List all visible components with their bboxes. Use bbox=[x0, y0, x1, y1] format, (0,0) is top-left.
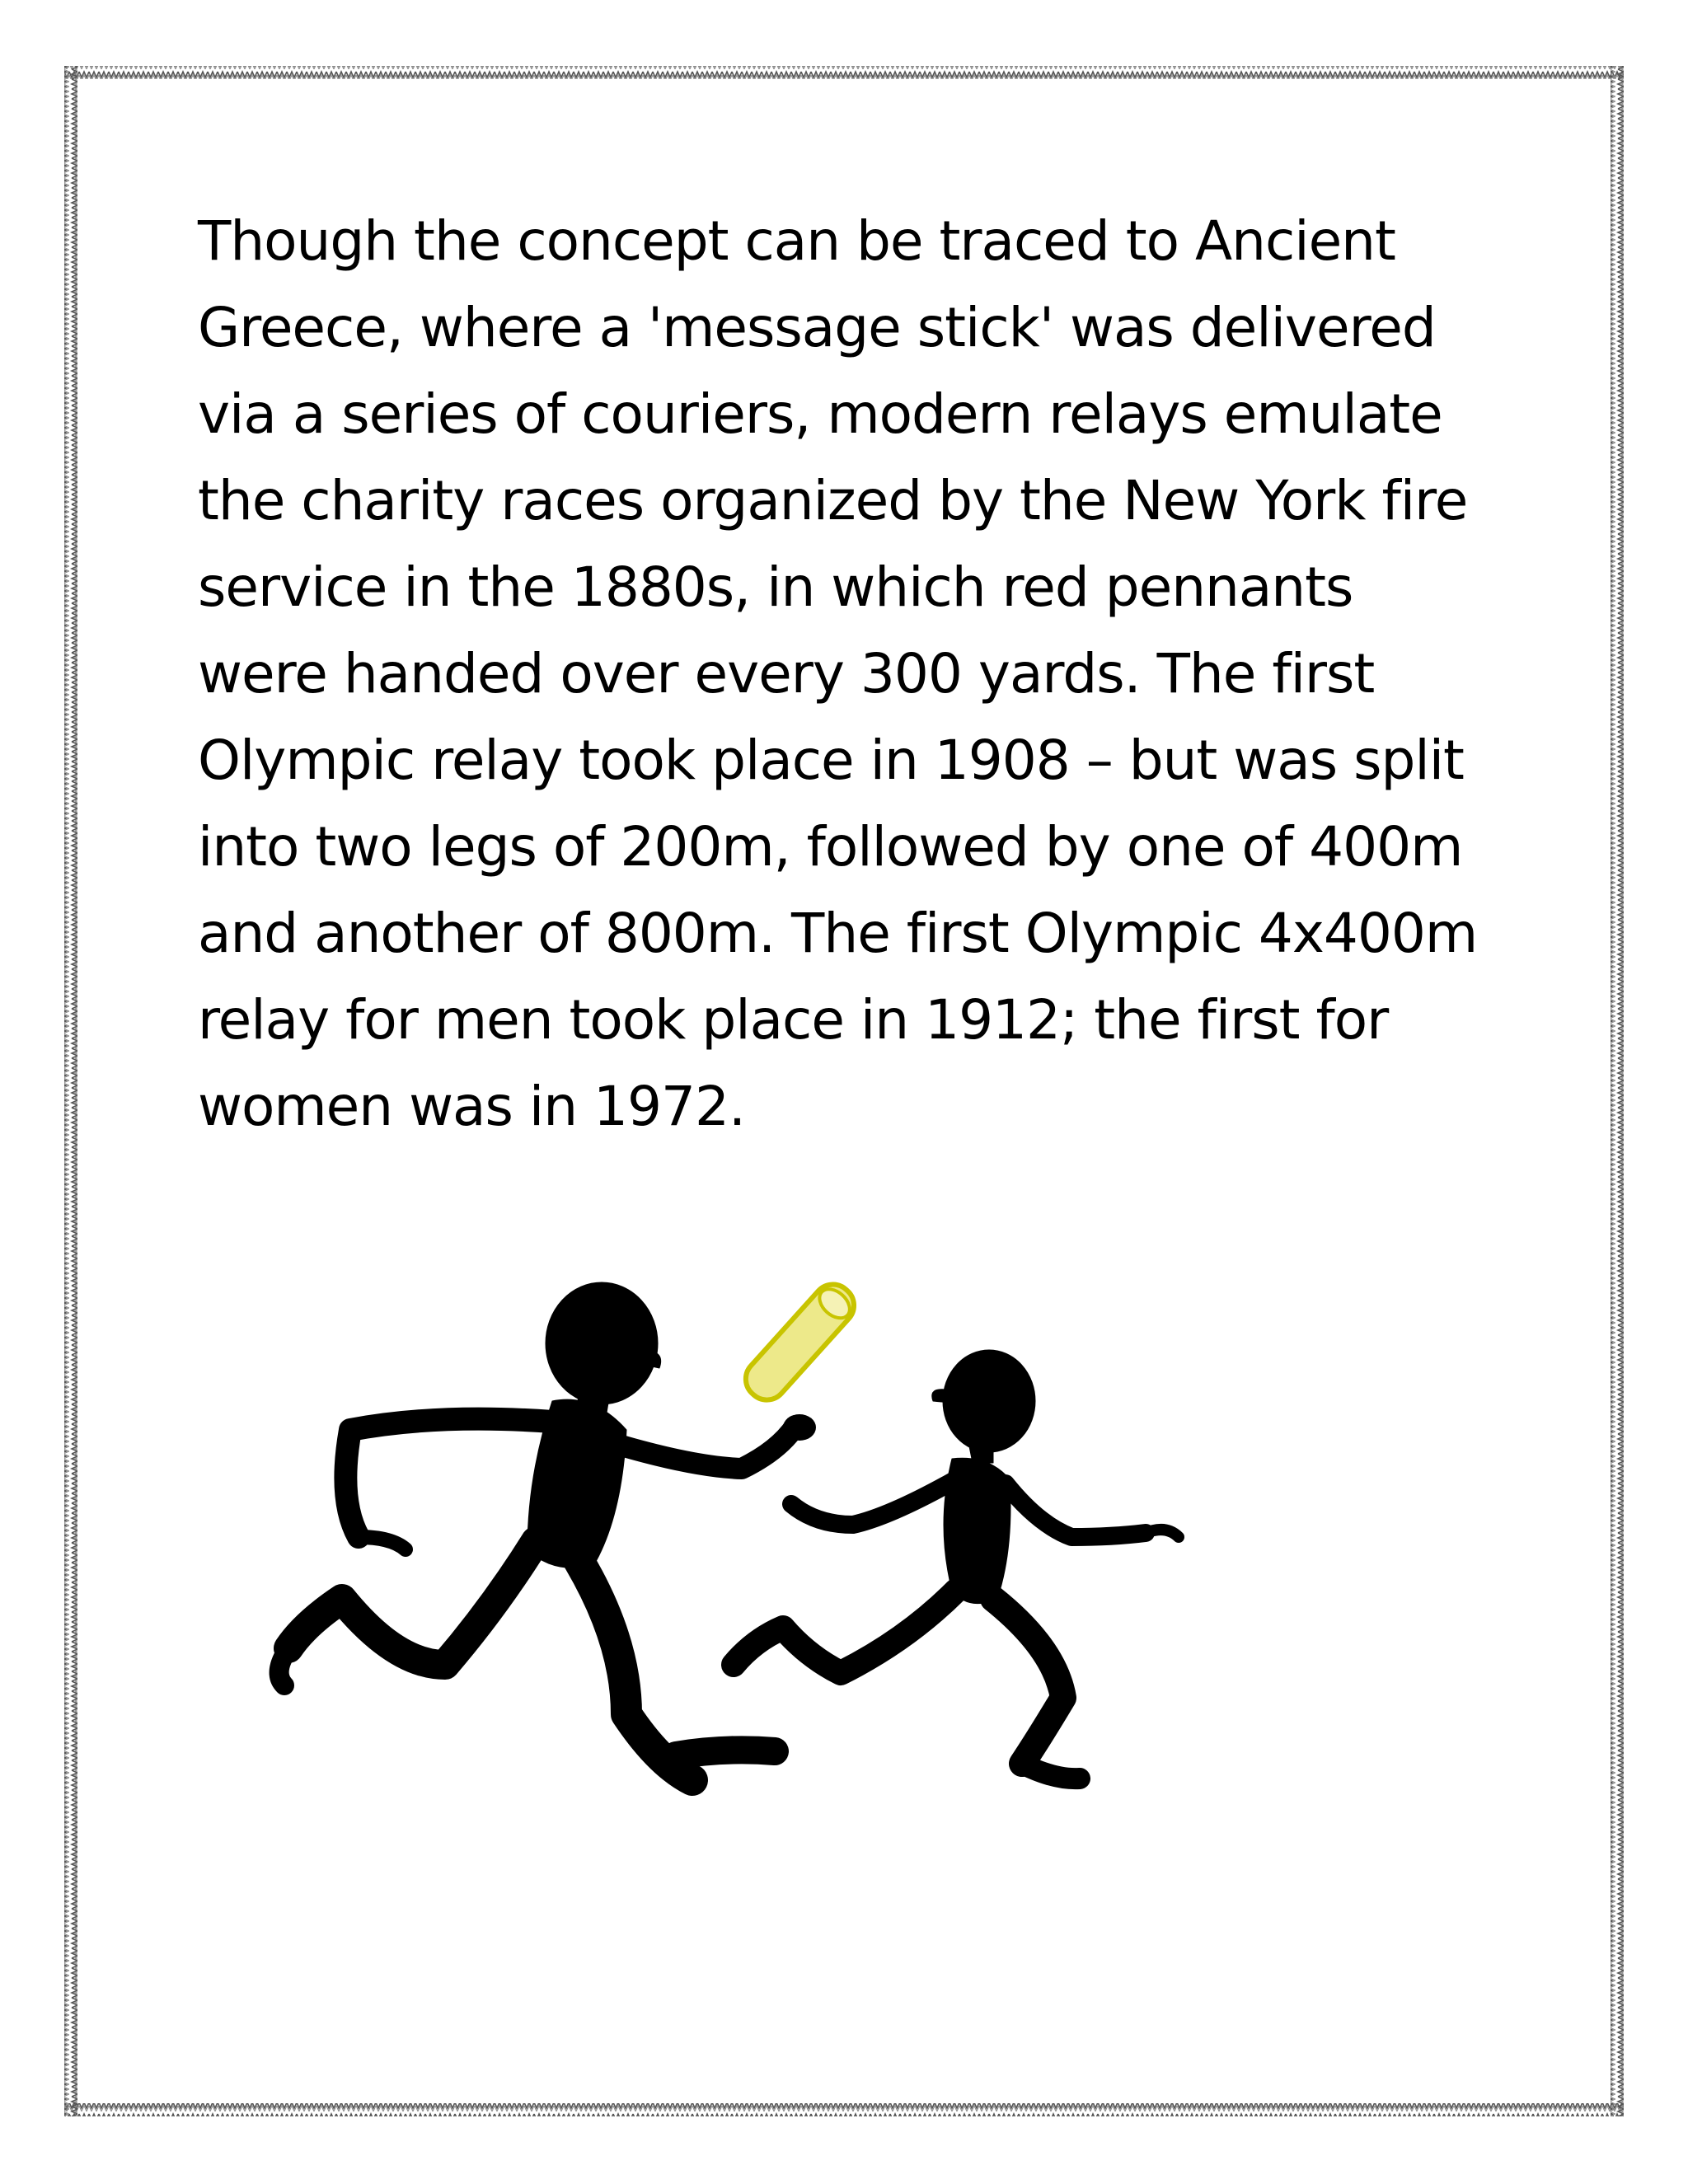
paragraph-line: women was in 1972. bbox=[198, 1075, 745, 1138]
paragraph-line: Though the concept can be traced to Ancient bbox=[198, 209, 1395, 273]
relay-baton bbox=[738, 1277, 862, 1408]
relay-runners-icon bbox=[165, 1253, 1253, 1830]
paragraph-line: and another of 800m. The first Olympic 4x400m bbox=[198, 902, 1478, 965]
runner-left-figure bbox=[279, 1282, 795, 1780]
paragraph-line: the charity races organized by the New York fire bbox=[198, 469, 1468, 532]
paragraph-line: Greece, where a 'message stick' was delivered bbox=[198, 296, 1436, 359]
paragraph-line: were handed over every 300 yards. The first bbox=[198, 642, 1375, 705]
relay-history-paragraph bbox=[198, 198, 1517, 1150]
paragraph-line: into two legs of 200m, followed by one of 400m bbox=[198, 815, 1463, 879]
paragraph-line: service in the 1880s, in which red pennants bbox=[198, 555, 1353, 619]
paragraph-line: via a series of couriers, modern relays emulate bbox=[198, 382, 1442, 446]
paragraph-line: Olympic relay took place in 1908 – but was split bbox=[198, 729, 1464, 792]
paragraph-line: relay for men took place in 1912; the first for bbox=[198, 988, 1389, 1052]
